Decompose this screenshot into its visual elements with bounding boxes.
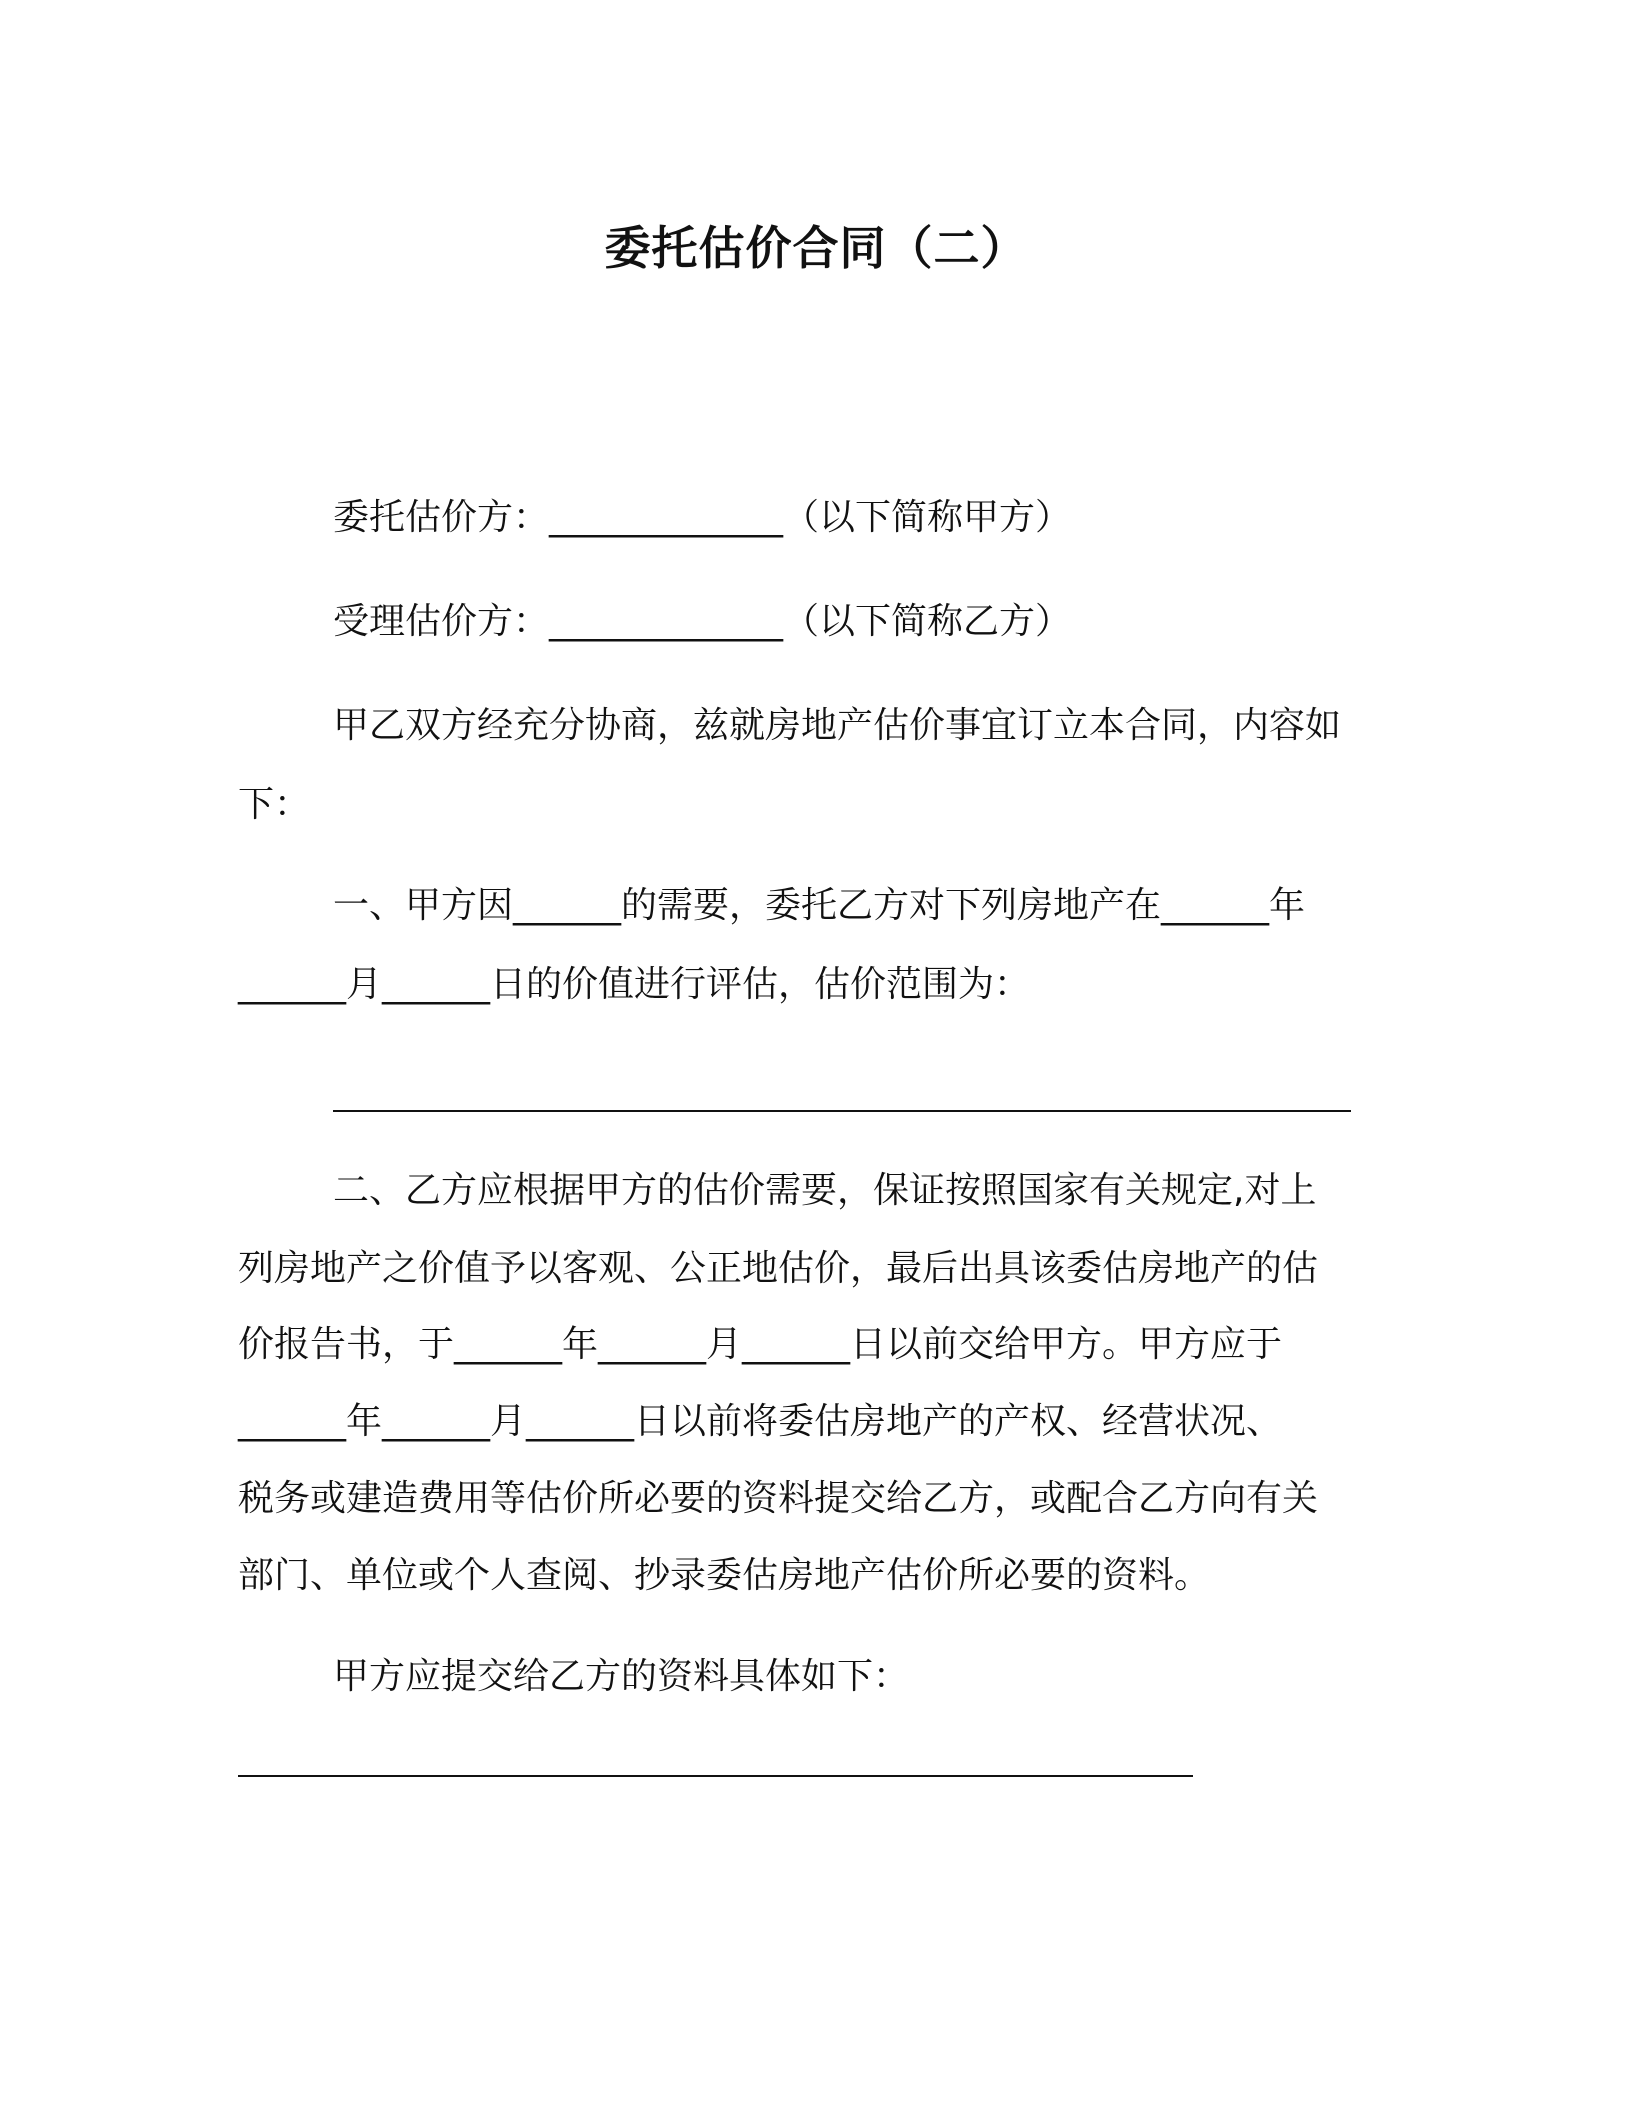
preamble-line-2: 下： [238,784,311,825]
party-a-line: 委托估价方：_____________（以下简称甲方） [333,497,1072,538]
clause-2-line-5: 税务或建造费用等估价所必要的资料提交给乙方，或配合乙方向有关 [238,1478,1319,1519]
clause-2-line-4: ______年______月______日以前将委估房地产的产权、经营状况、 [238,1401,1283,1442]
clause-2-line-3: 价报告书，于______年______月______日以前交给甲方。甲方应于 [238,1324,1283,1365]
party-b-line: 受理估价方：_____________（以下简称乙方） [333,601,1072,642]
document-title: 委托估价合同（二） [604,221,1028,275]
materials-intro-line: 甲方应提交给乙方的资料具体如下： [333,1656,910,1697]
clause-2-line-1: 二、乙方应根据甲方的估价需要，保证按照国家有关规定,对上 [333,1170,1317,1211]
preamble-line-1: 甲乙双方经充分协商，兹就房地产估价事宜订立本合同，内容如 [333,705,1342,746]
clause-2-line-2: 列房地产之价值予以客观、公正地估价，最后出具该委估房地产的估 [238,1248,1319,1289]
clause-2-line-6: 部门、单位或个人查阅、抄录委估房地产估价所必要的资料。 [238,1555,1211,1596]
materials-blank-line [238,1775,1193,1777]
scope-blank-line [333,1110,1351,1112]
clause-1-line-1: 一、甲方因______的需要，委托乙方对下列房地产在______年 [333,885,1306,926]
clause-1-line-2: ______月______日的价值进行评估，估价范围为： [238,964,1031,1005]
